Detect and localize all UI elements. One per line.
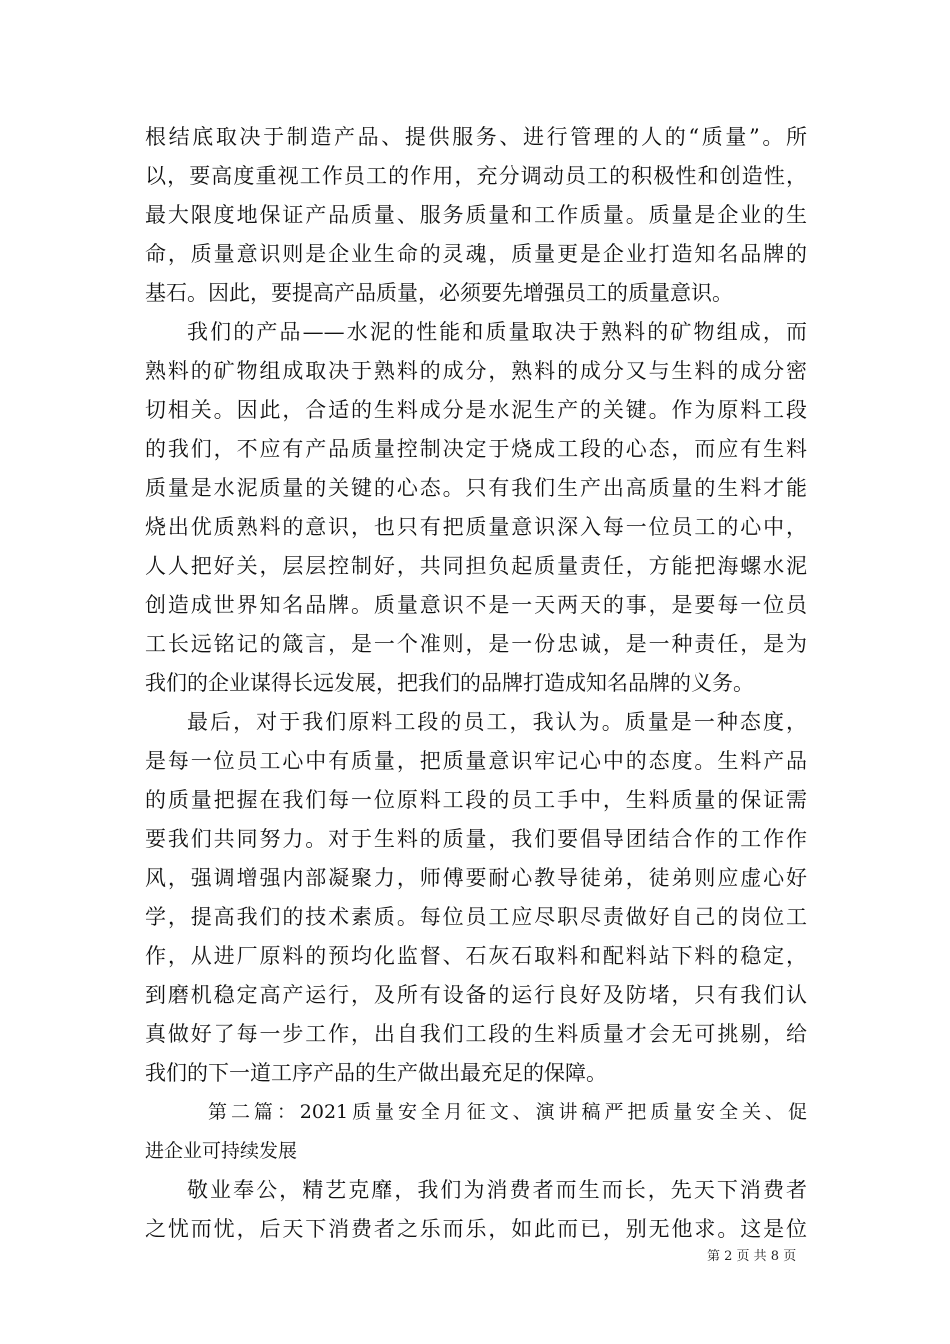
text-line: 我们的企业谋得长远发展，把我们的品牌打造成知名品牌的义务。: [145, 671, 754, 695]
text-line: 命，质量意识则是企业生命的灵魂，质量更是企业打造知名品牌的: [145, 242, 807, 266]
text-line: 风，强调增强内部凝聚力，师傅要耐心教导徒弟，徒弟则应虚心好: [145, 866, 807, 890]
text-line: 敬业奉公，精艺克靡，我们为消费者而生而长，先天下消费者: [187, 1178, 807, 1202]
text-line: 切相关。因此，合适的生料成分是水泥生产的关键。作为原料工段: [145, 398, 807, 422]
text-line: 我们的产品——水泥的性能和质量取决于熟料的矿物组成，而: [187, 320, 807, 344]
text-line: 工长远铭记的箴言，是一个准则，是一份忠诚，是一种责任，是为: [145, 632, 807, 656]
text-line: 之忧而忧，后天下消费者之乐而乐，如此而已，别无他求。这是位: [145, 1217, 807, 1241]
text-line: 我们的下一道工序产品的生产做出最充足的保障。: [145, 1061, 607, 1085]
text-line: 的我们，不应有产品质量控制决定于烧成工段的心态，而应有生料: [145, 437, 807, 461]
text-line: 熟料的矿物组成取决于熟料的成分，熟料的成分又与生料的成分密: [145, 359, 807, 383]
text-line: 烧出优质熟料的意识，也只有把质量意识深入每一位员工的心中，: [145, 515, 807, 539]
text-line: 质量是水泥质量的关键的心态。只有我们生产出高质量的生料才能: [145, 476, 807, 500]
text-line: 要我们共同努力。对于生料的质量，我们要倡导团结合作的工作作: [145, 827, 807, 851]
text-line: 是每一位员工心中有质量，把质量意识牢记心中的态度。生料产品: [145, 749, 807, 773]
text-line: 作，从进厂原料的预均化监督、石灰石取料和配料站下料的稳定，: [145, 944, 807, 968]
text-line: 人人把好关，层层控制好，共同担负起质量责任，方能把海螺水泥: [145, 554, 807, 578]
text-line: 创造成世界知名品牌。质量意识不是一天两天的事，是要每一位员: [145, 593, 807, 617]
text-line: 到磨机稳定高产运行，及所有设备的运行良好及防堵，只有我们认: [145, 983, 807, 1007]
section-heading-line: 进企业可持续发展: [145, 1140, 298, 1162]
text-line: 以，要高度重视工作员工的作用，充分调动员工的积极性和创造性，: [145, 164, 807, 188]
page-number: 第 2 页 共 8 页: [707, 1249, 797, 1264]
text-line: 真做好了每一步工作，出自我们工段的生料质量才会无可挑剔，给: [145, 1022, 807, 1046]
section-heading-line: 第二篇：2021质量安全月征文、演讲稿严把质量安全关、促: [208, 1101, 807, 1123]
text-line: 最大限度地保证产品质量、服务质量和工作质量。质量是企业的生: [145, 203, 807, 227]
document-body: [145, 118, 807, 1249]
text-line: 根结底取决于制造产品、提供服务、进行管理的人的“质量”。所: [145, 125, 807, 149]
text-line: 学，提高我们的技术素质。每位员工应尽职尽责做好自己的岗位工: [145, 905, 807, 929]
text-line: 基石。因此，要提高产品质量，必须要先增强员工的质量意识。: [145, 281, 733, 305]
text-line: 最后，对于我们原料工段的员工，我认为。质量是一种态度，: [187, 710, 807, 734]
text-line: 的质量把握在我们每一位原料工段的员工手中，生料质量的保证需: [145, 788, 807, 812]
